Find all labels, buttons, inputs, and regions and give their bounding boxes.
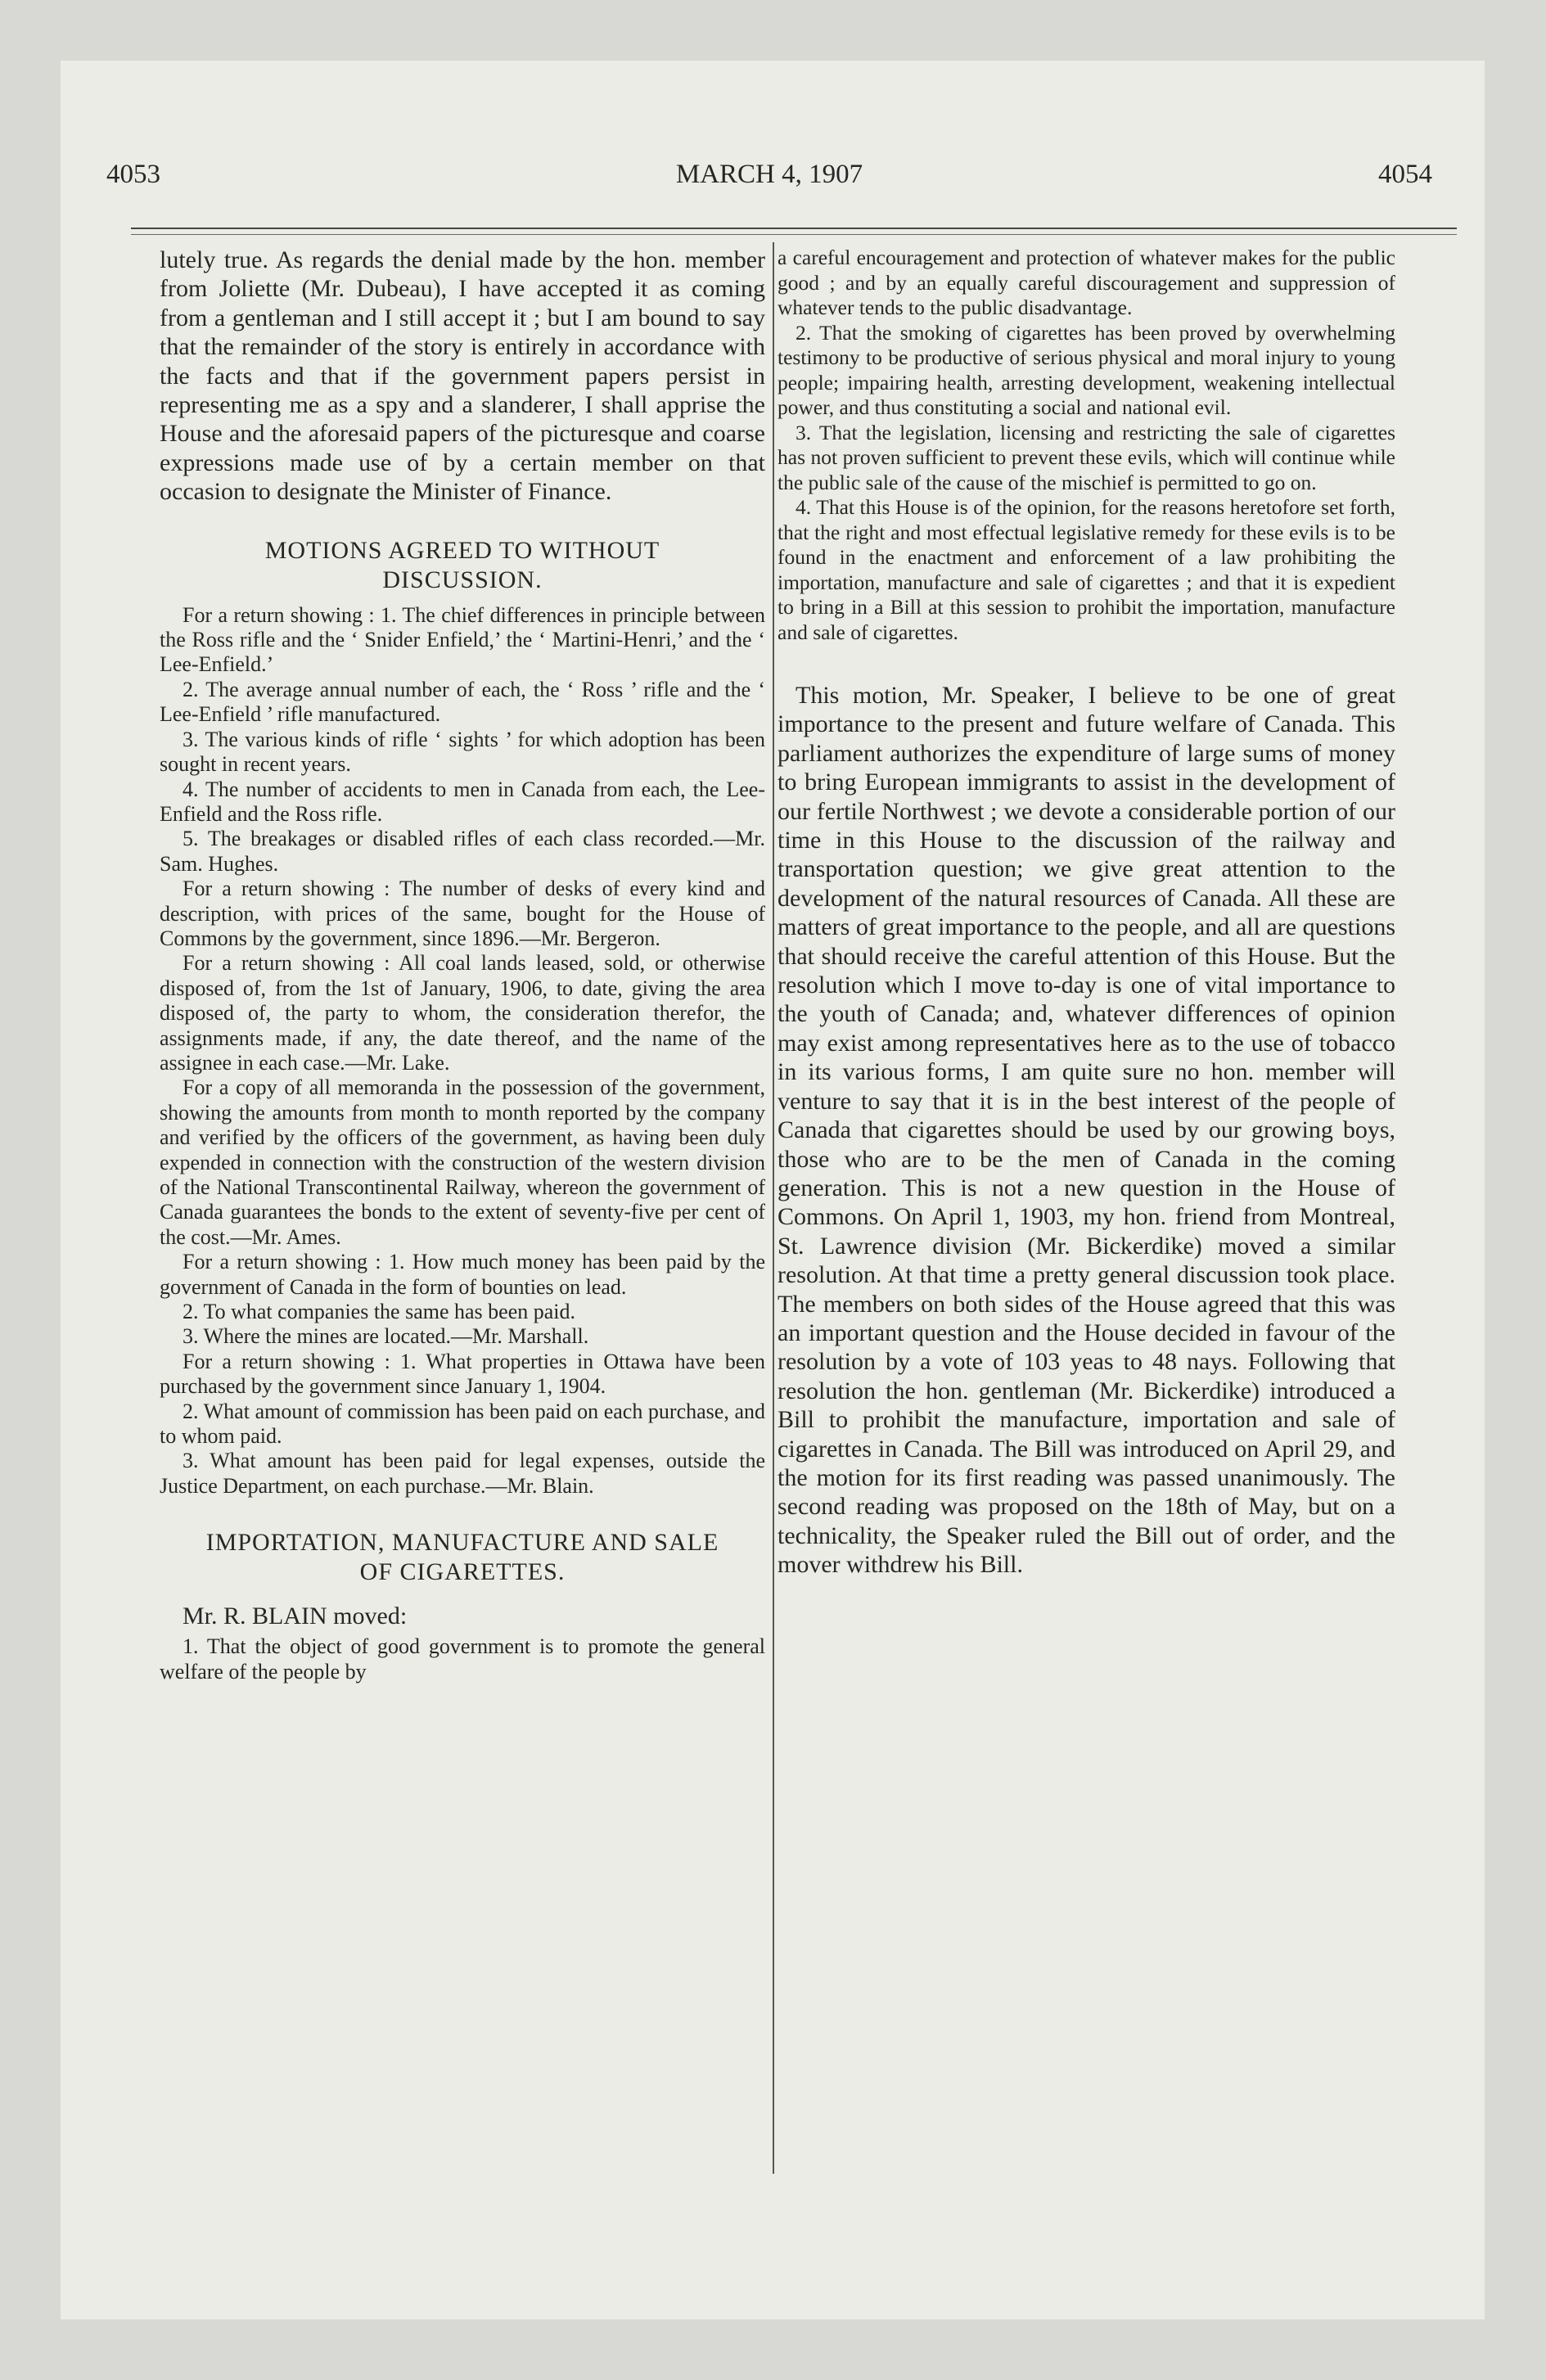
right-column	[778, 246, 1395, 1580]
motion-item: 2. What amount of commission has been paid on each purchase, and to whom paid.	[160, 1399, 765, 1449]
motion-item: For a return showing : 1. What properties in Ottawa have been purchased by the government since January 1, 1904.	[160, 1349, 765, 1399]
speech-continuation: lutely true. As regards the denial made by the hon. member from Joliette (Mr. Dubeau), I have accepted it as coming from a gentleman and I still accept it ; but I am bound to say that the remainder of the story is entirely in accordance with the facts and that if the government papers persist in representing me as a spy and a slanderer, I shall apprise the House and the aforesaid papers of the picturesque and coarse expressions made use of by a certain member on that occasion to designate the Minister of Finance.	[160, 246, 765, 506]
header-rule	[131, 228, 1457, 229]
speaker-line: Mr. R. BLAIN moved:	[183, 1602, 408, 1630]
motion-item: 2. To what companies the same has been paid.	[183, 1300, 576, 1324]
header-rule-thin	[131, 234, 1457, 235]
running-header	[106, 160, 1432, 196]
motion-item: For a return showing : 1. The chief differences in principle between the Ross rifle and the ‘ Snider Enfield,’ the ‘ Martini-Henri,’ and the ‘ Lee-Enfield.’	[160, 602, 765, 677]
resolution-item: 2. That the smoking of cigarettes has been proved by overwhelming testimony to be productive of serious physical and moral injury to young people; impairing health, arresting development, weakening intellectual power, and thus constituting a social and national evil.	[778, 320, 1395, 419]
section-heading-motions: MOTIONS AGREED TO WITHOUT DISCUSSION.	[264, 536, 660, 593]
motion-item: For a return showing : All coal lands leased, sold, or otherwise disposed of, from the 1st of January, 1906, to date, giving the area disposed of, the party to whom, the consideration therefor, the assignments made, if any, the date thereof, and the name of the assignee in each case.—Mr. Lake.	[160, 951, 765, 1075]
motion-item: 3. Where the mines are located.—Mr. Marshall.	[183, 1324, 589, 1349]
left-column	[160, 246, 765, 1684]
motion-item: For a return showing : 1. How much money has been paid by the government of Canada in the form of bounties on lead.	[160, 1250, 765, 1299]
resolution-item: 1. That the object of good government is to promote the general welfare of the people by	[160, 1634, 765, 1684]
motion-item: 5. The breakages or disabled rifles of each class recorded.—Mr. Sam. Hughes.	[160, 827, 765, 876]
resolution-continuation: a careful encouragement and protection of whatever makes for the public good ; and by an equally careful discouragement and suppression of whatever tends to the public disadvantage.	[778, 246, 1395, 319]
motion-item: 2. The average annual number of each, the ‘ Ross ’ rifle and the ‘ Lee-Enfield ’ rifle manufactured.	[160, 677, 765, 727]
resolution-item: 4. That this House is of the opinion, for the reasons heretofore set forth, that the right and most effectual legislative remedy for these evils is to be found in the enactment and enforcement of a law prohibiting the importation, manufacture and sale of cigarettes ; and that it is expedient to bring in a Bill at this session to prohibit the importation, manufacture and sale of cigarettes.	[778, 495, 1395, 644]
page-number-left: 4053	[106, 160, 160, 189]
motion-item: 3. What amount has been paid for legal expenses, outside the Justice Department, on each purchase.—Mr. Blain.	[160, 1449, 765, 1498]
motion-item: 4. The number of accidents to men in Canada from each, the Lee-Enfield and the Ross rifle.	[160, 777, 765, 826]
motion-item: 3. The various kinds of rifle ‘ sights ’ for which adoption has been sought in recent years.	[160, 727, 765, 777]
resolution-item: 3. That the legislation, licensing and restricting the sale of cigarettes has not proven sufficient to prevent these evils, which will continue while the public sale of the cause of the mischief is permitted to go on.	[778, 420, 1395, 494]
column-divider	[773, 242, 774, 2174]
header-date: MARCH 4, 1907	[675, 160, 863, 189]
page-number-right: 4054	[1378, 160, 1432, 189]
section-heading-cigarettes: IMPORTATION, MANUFACTURE AND SALE OF CIGARETTES.	[205, 1529, 719, 1586]
motion-item: For a copy of all memoranda in the possession of the government, showing the amounts from month to month reported by the company and verified by the officers of the government, as having been duly expended in connection with the construction of the western division of the National Transcontinental Railway, whereon the government of Canada guarantees the bonds to the extent of seventy-five per cent of the cost.—Mr. Ames.	[160, 1075, 765, 1249]
motion-item: For a return showing : The number of desks of every kind and description, with prices of the same, bought for the House of Commons by the government, since 1896.—Mr. Bergeron.	[160, 877, 765, 950]
speech-paragraph: This motion, Mr. Speaker, I believe to be one of great importance to the present and future welfare of Canada. This parliament authorizes the expenditure of large sums of money to bring European immigrants to assist in the development of our fertile Northwest ; we devote a considerable portion of our time in this House to the discussion of the railway and transportation question; we give great attention to the development of the natural resources of Canada. All these are matters of great importance to the people, and all are questions that should receive the careful attention of this House. But the resolution which I move to-day is one of vital importance to the youth of Canada; and, whatever differences of opinion may exist among representatives here as to the use of tobacco in its various forms, I am quite sure no hon. member will venture to say that it is in the best interest of the people of Canada that cigarettes should be used by our growing boys, those who are to be the men of Canada in the coming generation. This is not a new question in the House of Commons. On April 1, 1903, my hon. friend from Montreal, St. Lawrence division (Mr. Bickerdike) moved a similar resolution. At that time a pretty general discussion took place. The members on both sides of the House agreed that this was an important question and the House decided in favour of the resolution by a vote of 103 yeas to 48 nays. Following that resolution the hon. gentleman (Mr. Bickerdike) introduced a Bill to prohibit the manufacture, importation and sale of cigarettes in Canada. The Bill was introduced on April 29, and the motion for its first reading was passed unanimously. The second reading was proposed on the 18th of May, but on a technicality, the Speaker ruled the Bill out of order, and the mover withdrew his Bill.	[778, 682, 1395, 1579]
